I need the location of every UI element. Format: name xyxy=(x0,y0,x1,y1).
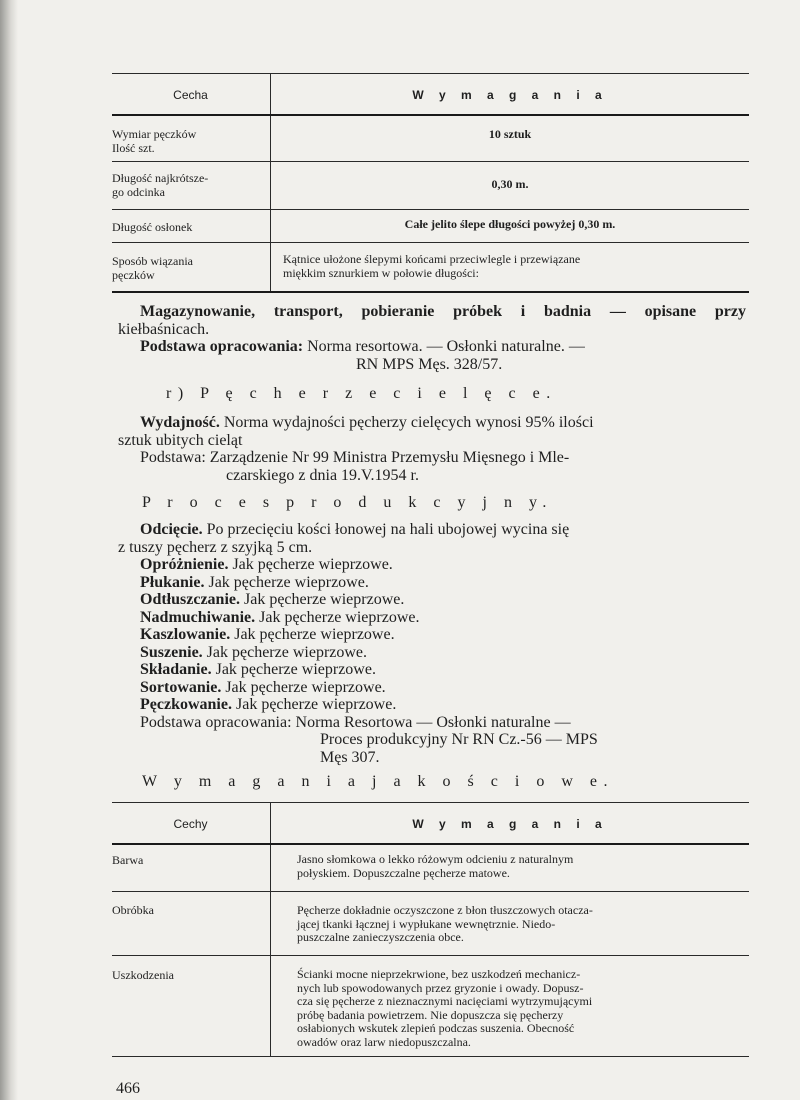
step-label: Odcięcie. xyxy=(140,521,203,538)
list-item: Odtłuszczanie. Jak pęcherze wieprzowe. xyxy=(140,591,405,608)
cell-wymagania: Ścianki mocne nieprzekrwione, bez uszkodzeń mechanicz- xyxy=(297,967,581,981)
list-item: Płukanie. Jak pęcherze wieprzowe. xyxy=(140,573,369,591)
cell-wymagania: Całe jelito ślepe długości powyżej 0,30 m. xyxy=(404,217,616,231)
yield-label: Wydajność. xyxy=(140,414,220,431)
header-cechy: Cechy xyxy=(173,817,208,831)
cell-wymagania: próbę badania powietrzem. Nie dopuszcza się pęcherzy xyxy=(297,1007,564,1022)
yield-paragraph xyxy=(118,414,746,484)
step-text: z tuszy pęcherz z szyjką 5 cm. xyxy=(118,538,313,556)
requirements-table-1 xyxy=(112,73,749,293)
yield-text: Norma wydajności pęcherzy cielęcych wynosi 95% ilości xyxy=(223,414,594,431)
list-item: Nadmuchiwanie. Jak pęcherze wieprzowe. xyxy=(140,608,420,626)
basis-text: Norma resortowa. — Osłonki naturalne. — xyxy=(307,338,585,355)
cell-cecha: Obróbka xyxy=(112,903,154,917)
process-paragraph xyxy=(118,521,746,766)
list-item: Suszenie. Jak pęcherze wieprzowe. xyxy=(140,643,368,661)
yield-text: sztuk ubitych cieląt xyxy=(118,431,243,449)
cell-wymagania: Pęcherze dokładnie oczyszczone z błon tłuszczowych otacza- xyxy=(297,903,593,917)
requirements-table-2 xyxy=(112,802,749,1057)
cell-cecha: Barwa xyxy=(112,853,144,867)
section-heading-quality: W y m a g a n i a j a k o ś c i o w e. xyxy=(142,773,614,790)
list-item: Opróżnienie. Jak pęcherze wieprzowe. xyxy=(140,556,393,573)
table-header xyxy=(112,73,749,116)
process-steps-list xyxy=(118,556,746,766)
list-item: Kaszlowanie. Jak pęcherze wieprzowe. xyxy=(140,626,395,643)
list-item: Sortowanie. Jak pęcherze wieprzowe. xyxy=(140,678,386,696)
cell-wymagania: połyskiem. Dopuszczalne pęcherze matowe. xyxy=(297,865,510,880)
basis-text: Proces produkcyjny Nr RN Cz.-56 — MPS xyxy=(320,731,598,748)
cell-cecha: pęczków xyxy=(112,267,155,282)
cell-wymagania: puszczalne zanieczyszczenia obce. xyxy=(297,930,464,944)
header-wymagania: W y m a g a n i a xyxy=(412,817,608,831)
header-cecha: Cecha xyxy=(173,88,208,102)
table-row xyxy=(112,845,749,892)
cell-cecha: Uszkodzenia xyxy=(112,968,174,982)
step-text: Po przecięciu kości łonowej na hali ubojowej wycina się xyxy=(206,521,570,538)
basis-text: RN MPS Męs. 328/57. xyxy=(356,355,503,373)
section-heading-bladders: r) P ę c h e r z e c i e l ę c e. xyxy=(166,385,557,402)
basis-label: Podstawa: xyxy=(140,449,206,466)
cell-cecha: Ilość szt. xyxy=(112,140,155,155)
table-row xyxy=(112,116,749,162)
basis-text: Męs 307. xyxy=(320,748,380,766)
basis-text: czarskiego z dnia 19.V.1954 r. xyxy=(226,466,419,484)
cell-cecha: Długość najkrótsze- xyxy=(112,171,209,185)
cell-wymagania: cza się pęcherze z nieznacznymi nacięciami wytrzymującymi xyxy=(297,994,593,1008)
table-row xyxy=(112,892,749,956)
book-spine-shadow xyxy=(0,0,18,1100)
table-row xyxy=(112,210,749,243)
basis-label: Podstawa opracowania: xyxy=(140,338,304,355)
storage-line: Magazynowanie, transport, pobieranie próbek i badnia — opisane przy xyxy=(140,303,746,320)
storage-line: kiełbaśnicach. xyxy=(118,320,210,338)
cell-wymagania: 10 sztuk xyxy=(488,127,532,141)
table-header xyxy=(112,802,749,845)
storage-paragraph xyxy=(118,303,746,373)
table-row xyxy=(112,162,749,210)
cell-cecha: go odcinka xyxy=(112,184,165,199)
cell-wymagania: jącej tkanki łącznej i wypłukane wewnętrznie. Niedo- xyxy=(297,916,556,931)
cell-wymagania: 0,30 m. xyxy=(491,177,529,191)
cell-cecha: Długość osłonek xyxy=(112,220,193,234)
page-number: 466 xyxy=(116,1080,140,1097)
list-item: Pęczkowanie. Jak pęcherze wieprzowe. xyxy=(140,696,397,713)
basis-text: Norma Resortowa — Osłonki naturalne — xyxy=(295,713,571,731)
cell-cecha: Wymiar pęczków xyxy=(112,127,197,141)
cell-wymagania: miękkim sznurkiem w połowie długości: xyxy=(283,265,479,280)
section-heading-process: P r o c e s p r o d u k c y j n y. xyxy=(142,494,553,511)
header-wymagania: W y m a g a n i a xyxy=(412,88,608,102)
cell-wymagania: osłabionych wskutek zlepień podczas suszenia. Obecność xyxy=(297,1021,575,1035)
cell-wymagania: nych lub spowodowanych przez gryzonie i owady. Dopusz- xyxy=(297,980,584,995)
list-item: Składanie. Jak pęcherze wieprzowe. xyxy=(140,661,376,678)
cell-wymagania: Jasno słomkowa o lekko różowym odcieniu z naturalnym xyxy=(297,852,574,866)
cell-wymagania: owadów oraz larw niedopuszczalna. xyxy=(297,1034,471,1049)
table-row xyxy=(112,243,749,293)
cell-cecha: Sposób wiązania xyxy=(112,254,193,268)
cell-wymagania: Kątnice ułożone ślepymi końcami przeciwlegle i przewiązane xyxy=(283,252,581,266)
basis-text: Zarządzenie Nr 99 Ministra Przemysłu Mięsnego i Mle- xyxy=(209,449,570,466)
table-row xyxy=(112,956,749,1057)
basis-label: Podstawa opracowania: xyxy=(140,713,292,731)
